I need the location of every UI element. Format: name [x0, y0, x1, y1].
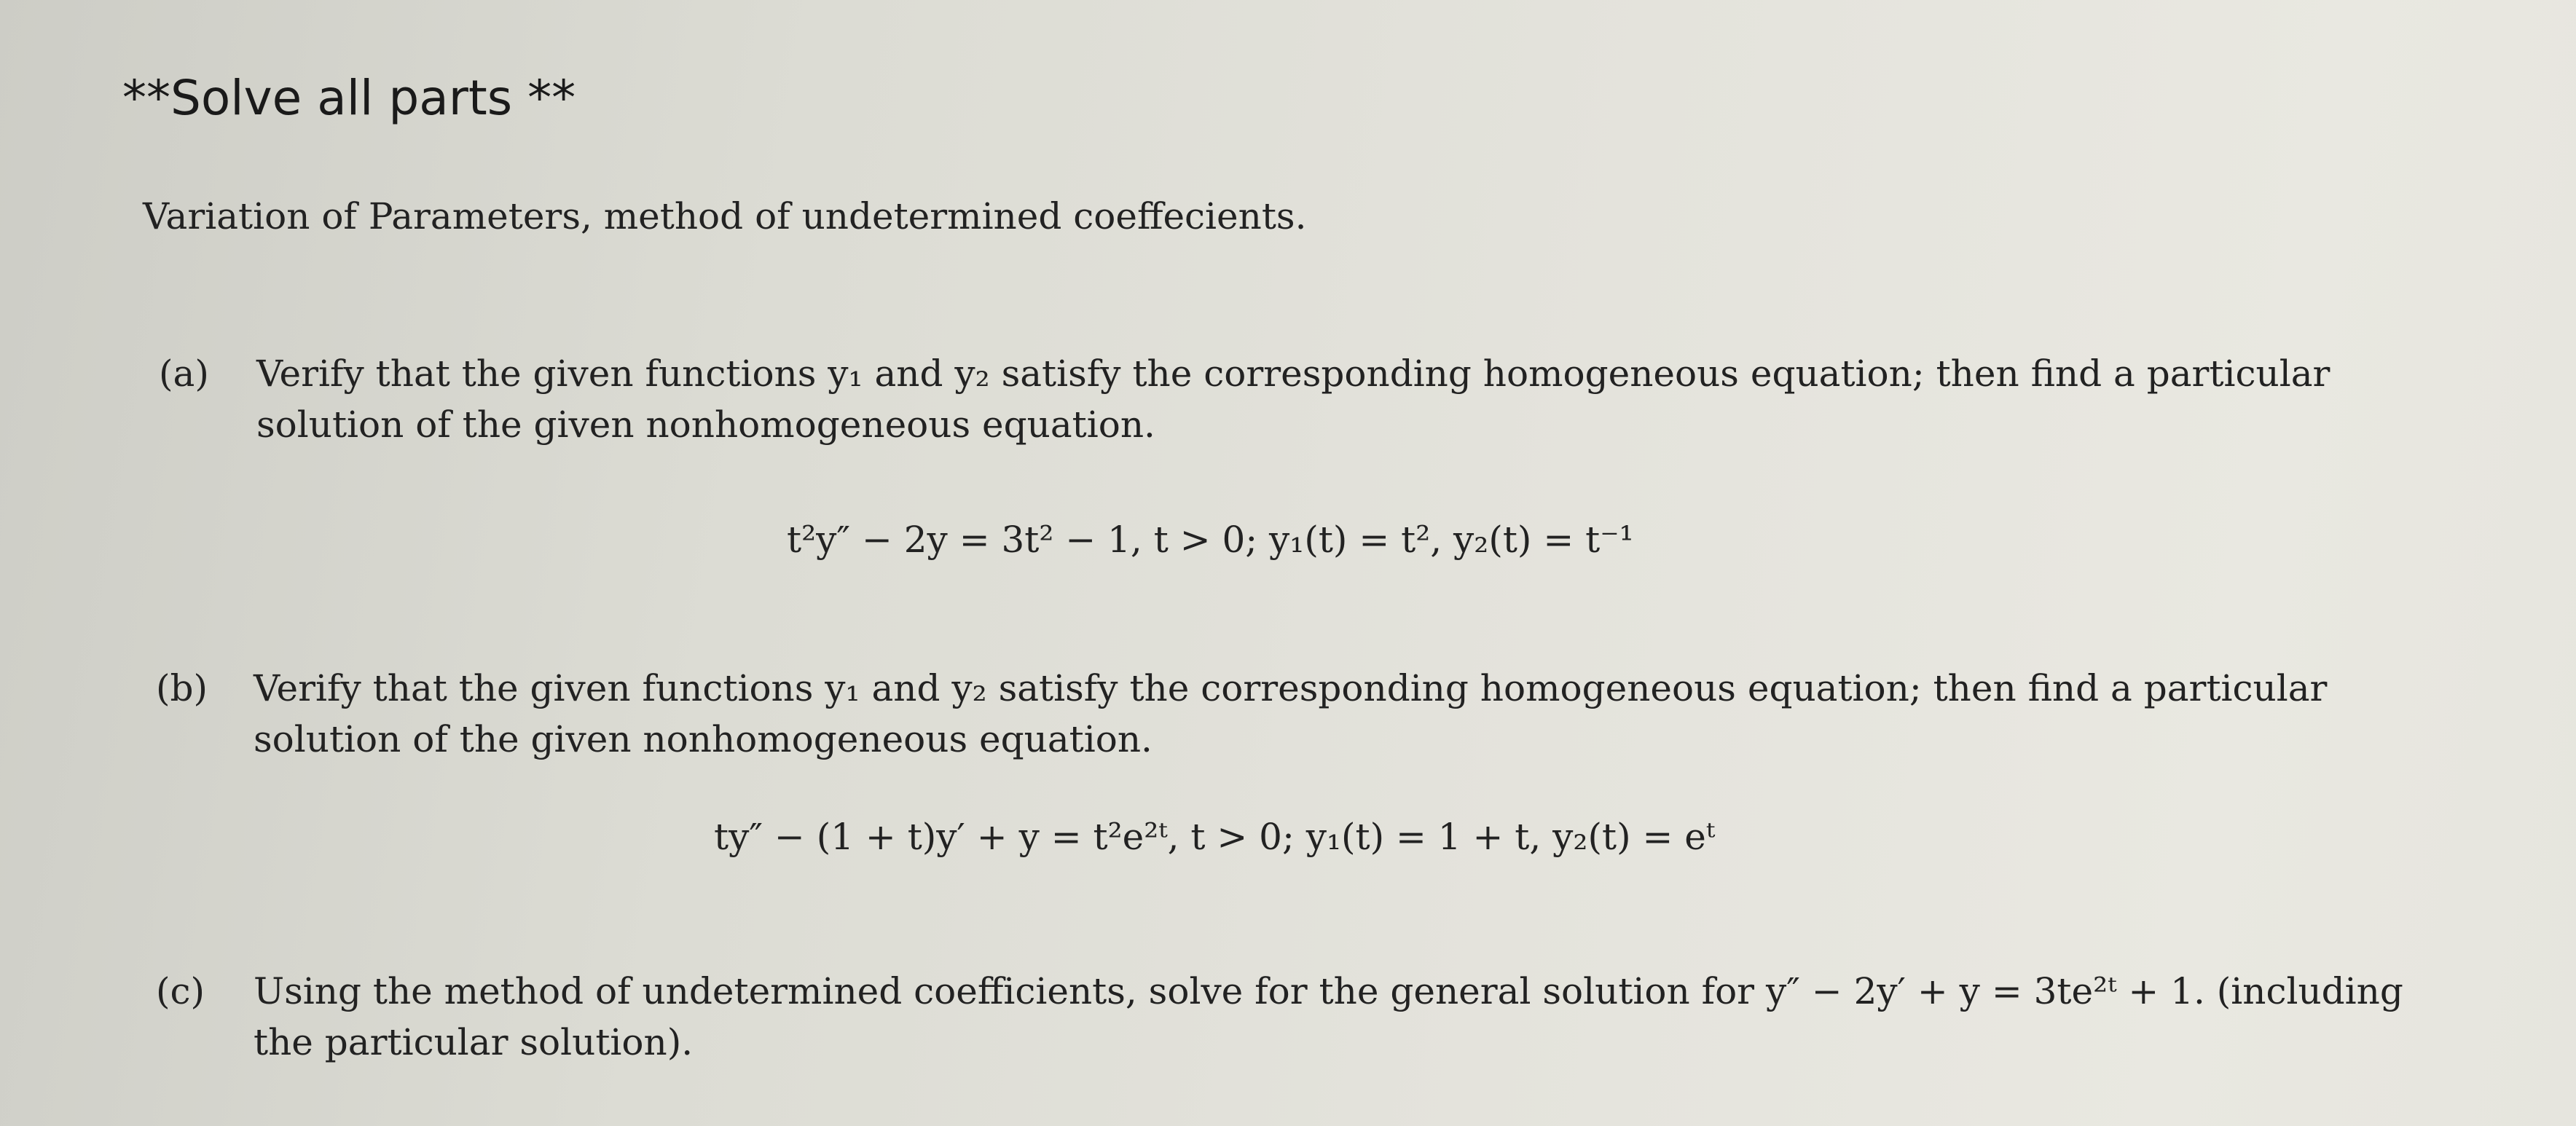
part-b — [156, 663, 2327, 765]
part-a-line-2: solution of the given nonhomogeneous equation. — [256, 403, 1155, 446]
instruction-header: **Solve all parts ** — [122, 70, 576, 126]
part-b-equation: ty″ − (1 + t)y′ + y = t²e²ᵗ, t > 0; y₁(t) = 1 + t, y₂(t) = eᵗ — [714, 816, 1716, 858]
part-c-line-2: the particular solution). — [254, 1021, 694, 1063]
part-c-text-1: Using the method of undetermined coefficients, solve for the general solution for y″ − 2y′ + y = 3te²ᵗ + 1. (including — [254, 970, 2403, 1012]
part-c-line-1 — [156, 966, 2403, 1017]
part-b-line-1 — [156, 663, 2327, 714]
part-a-equation: t²y″ − 2y = 3t² − 1, t > 0; y₁(t) = t², y₂(t) = t⁻¹ — [787, 519, 1634, 561]
part-a-line-1 — [159, 348, 2330, 399]
part-a — [159, 348, 2330, 450]
topic-subtitle: Variation of Parameters, method of undetermined coeffecients. — [143, 195, 1307, 237]
part-a-label: (a) — [159, 353, 209, 395]
part-a-text-1: Verify that the given functions y₁ and y₂ satisfy the corresponding homogeneous equation; then find a particular — [256, 353, 2330, 395]
part-b-label: (b) — [156, 667, 208, 709]
part-c — [156, 966, 2403, 1068]
part-c-label: (c) — [156, 970, 205, 1012]
part-b-line-2: solution of the given nonhomogeneous equation. — [254, 718, 1152, 760]
part-b-text-1: Verify that the given functions y₁ and y₂ satisfy the corresponding homogeneous equation; then find a particular — [254, 667, 2328, 709]
